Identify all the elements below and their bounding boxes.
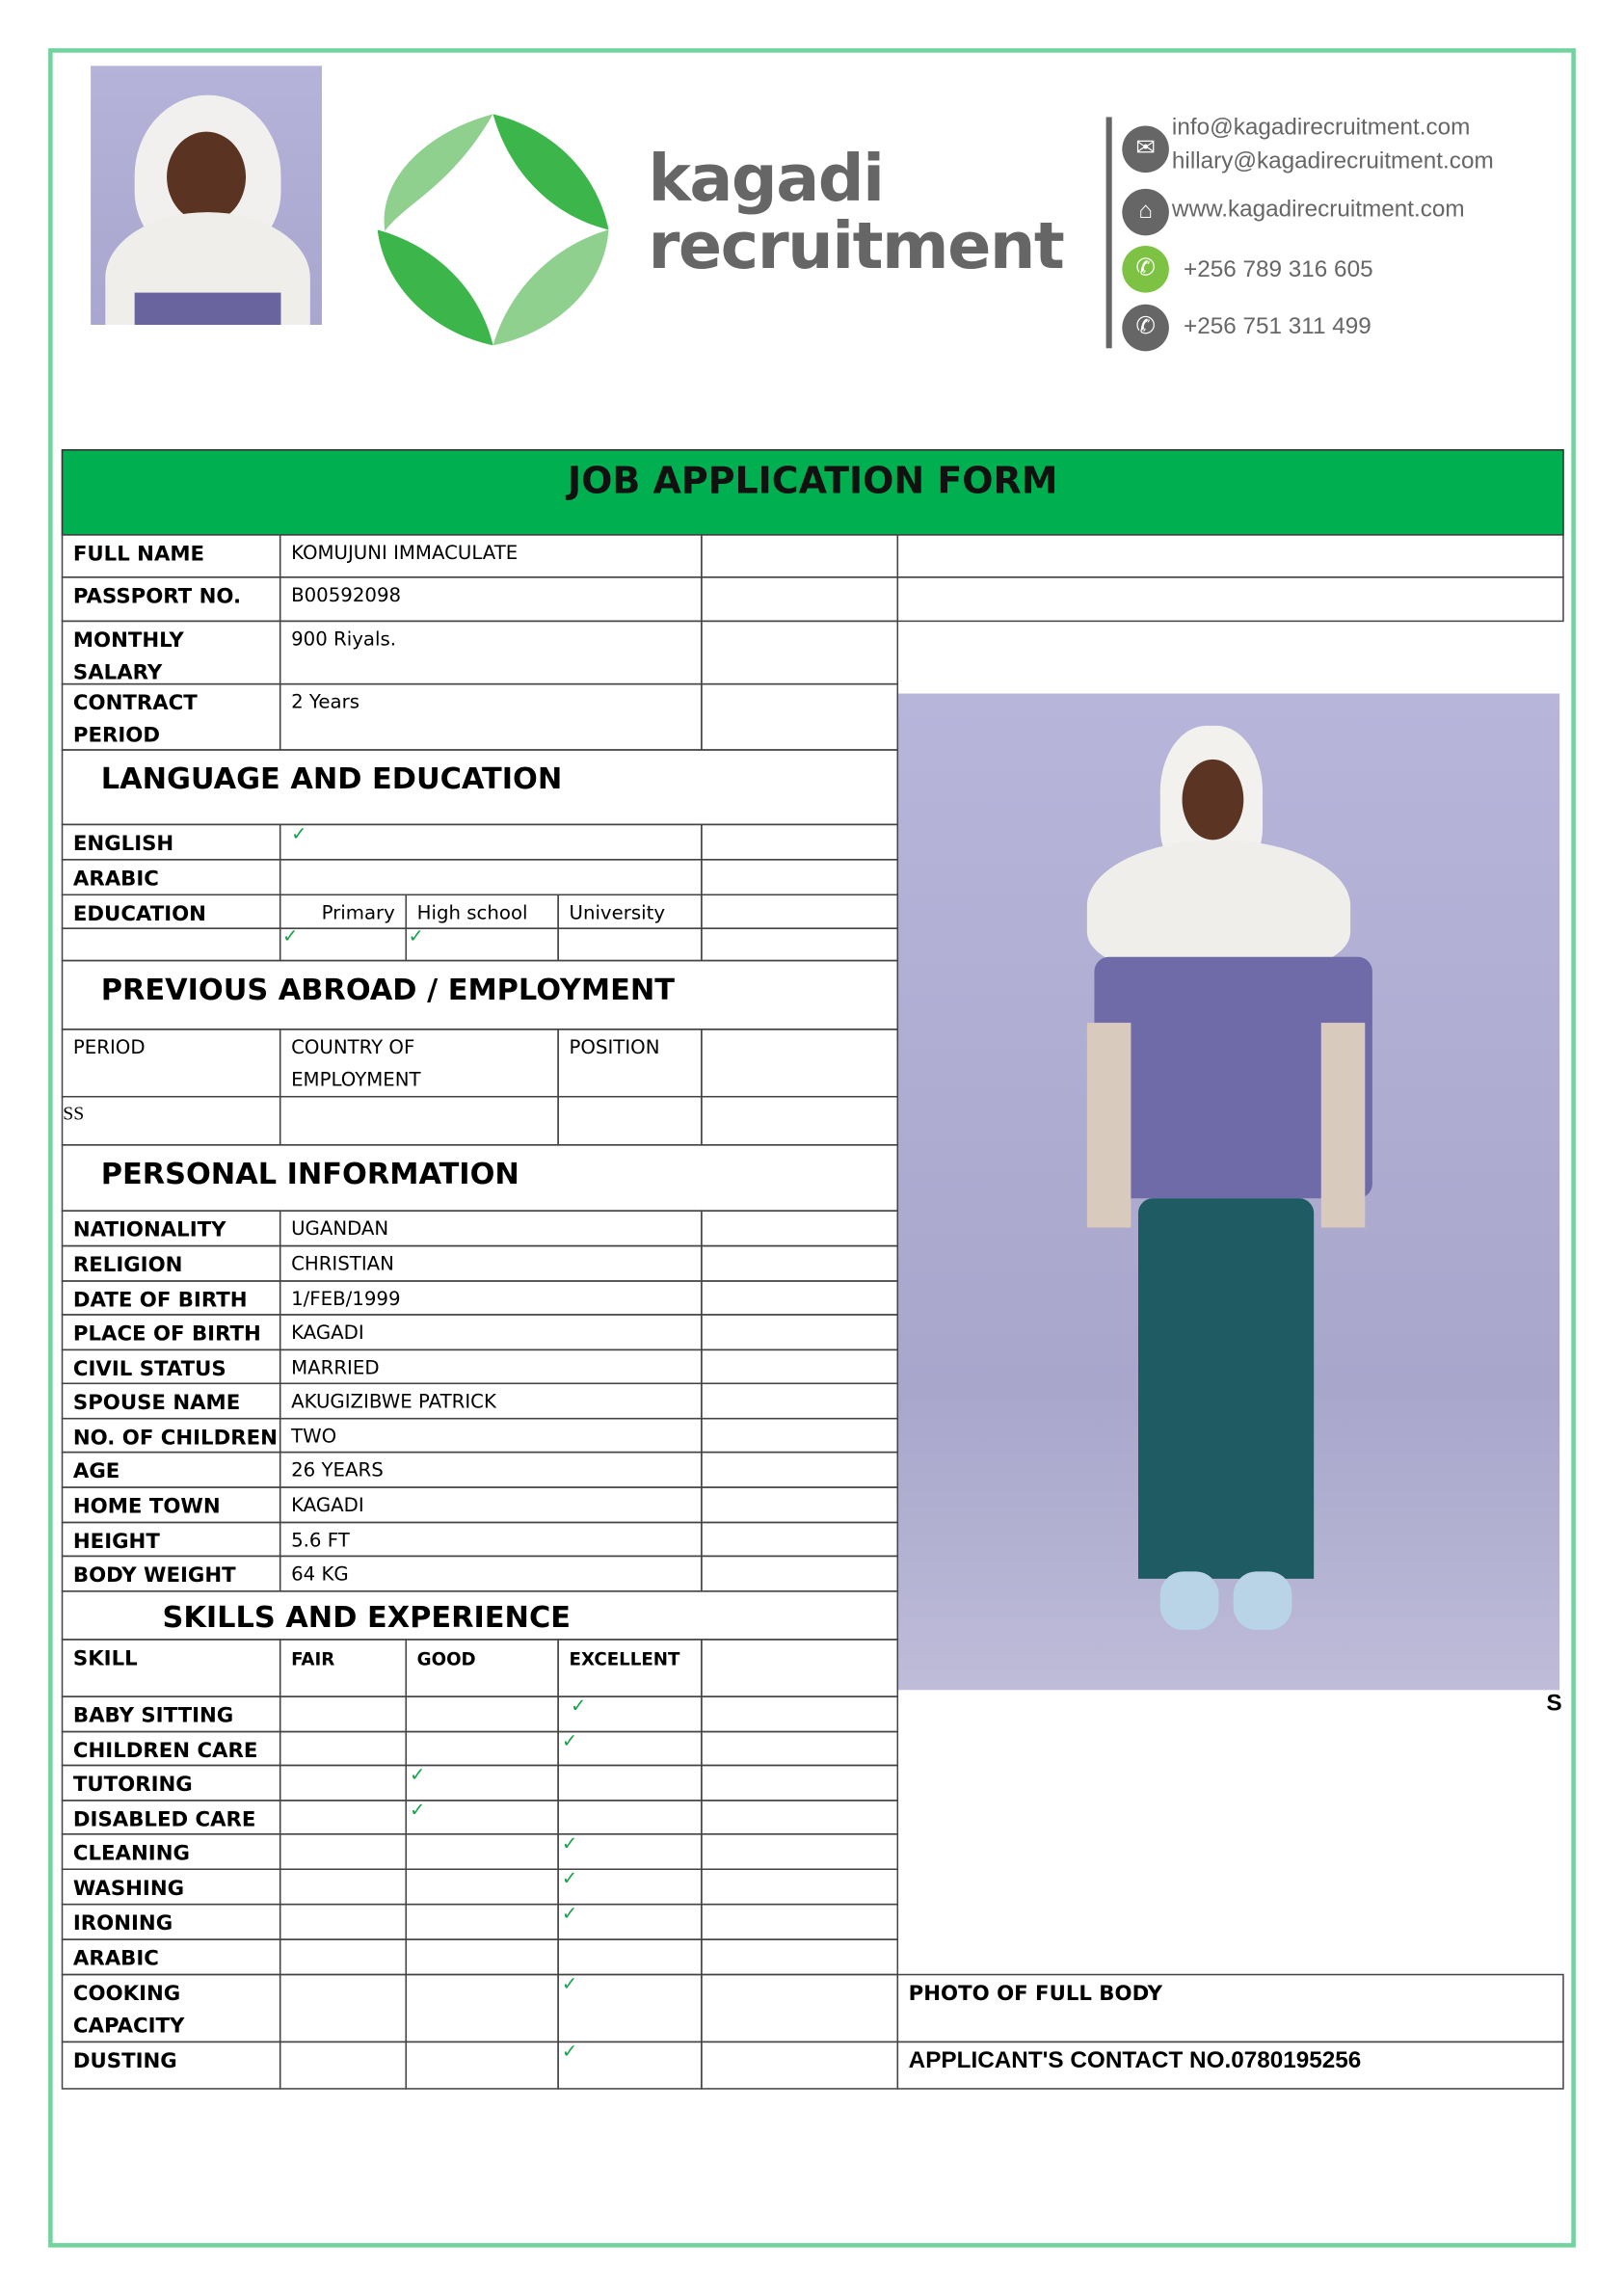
salary-label: MONTHLY SALARY [62,621,281,685]
table-cell [280,2042,407,2090]
skill-check-icon: ✓ [410,1798,426,1821]
skill-name: DUSTING [62,2042,281,2090]
skill-check-icon: ✓ [561,1972,578,1995]
personal-value: 1/FEB/1999 [280,1280,703,1315]
table-cell [280,1096,559,1146]
passport-value: B00592098 [280,576,703,622]
table-cell [405,1868,558,1905]
table-cell [557,1800,702,1834]
table-cell [405,1695,558,1732]
table-cell [701,894,898,928]
personal-value: AKUGIZIBWE PATRICK [280,1383,703,1420]
skill-check-icon: ✓ [561,1902,578,1925]
table-cell [405,1800,558,1834]
personal-label: SPOUSE NAME [62,1383,281,1420]
skill-check-icon: ✓ [571,1694,587,1717]
personal-value: TWO [280,1418,703,1453]
phone-number[interactable]: +256 751 311 499 [1184,314,1371,340]
table-cell [701,1486,898,1523]
edu-primary-check-icon: ✓ [281,924,299,948]
edu-university: University [557,894,702,928]
personal-label: DATE OF BIRTH [62,1280,281,1315]
empty-cell [701,576,898,622]
table-cell [557,1904,702,1940]
prev-position-header: POSITION [557,1028,702,1097]
table-cell [62,927,281,961]
phone-icon: ✆ [1122,305,1169,352]
personal-value: UGANDAN [280,1210,703,1246]
english-label: ENGLISH [62,824,281,861]
skill-name: IRONING [62,1904,281,1940]
table-cell [701,1418,898,1453]
table-cell [701,1522,898,1557]
empty-cell [701,621,898,685]
edu-primary: Primary [280,894,407,928]
table-cell [280,1868,407,1905]
skill-header-skill: SKILL [62,1639,281,1697]
table-cell [701,1833,898,1870]
table-cell [405,1833,558,1870]
contract-label: CONTRACT PERIOD [62,683,281,751]
full_name-label: FULL NAME [62,534,281,578]
english-check-icon: ✓ [291,822,307,844]
empty-cell [701,683,898,751]
table-cell [280,1800,407,1834]
table-cell [557,1731,702,1766]
table-cell [405,1938,558,1975]
table-cell [280,859,703,895]
table-cell [701,1904,898,1940]
full_name-value: KOMUJUNI IMMACULATE [280,534,703,578]
table-cell [701,859,898,895]
table-cell [557,1765,702,1802]
table-cell [701,1245,898,1282]
skill-name: COOKING CAPACITY [62,1974,281,2042]
brand-logo-mark [378,114,609,345]
edu-high-check-icon: ✓ [408,924,425,948]
empty-cell [897,534,1564,578]
table-cell [557,1974,702,2042]
mail-icon: ✉ [1122,126,1169,174]
brand-line2: recruitment [648,209,1064,284]
skill-check-icon: ✓ [561,1866,578,1889]
personal-label: PLACE OF BIRTH [62,1314,281,1350]
table-cell [280,824,703,861]
table-cell [280,1833,407,1870]
photo-caption: PHOTO OF FULL BODY [897,1974,1564,2042]
section-previous-employment: PREVIOUS ABROAD / EMPLOYMENT [62,960,898,1030]
table-cell [280,1765,407,1802]
table-cell [280,1904,407,1940]
personal-label: BODY WEIGHT [62,1556,281,1592]
table-cell [701,1383,898,1420]
prev-row-text: SS [62,1096,281,1146]
passport-photo [91,66,322,325]
email-2[interactable]: hillary@kagadirecruitment.com [1171,148,1494,174]
personal-value: KAGADI [280,1314,703,1350]
table-cell [557,1868,702,1905]
table-cell [701,1452,898,1488]
table-cell [701,1096,898,1146]
section-personal-information: PERSONAL INFORMATION [62,1144,898,1212]
table-cell [557,927,702,961]
table-cell [405,2042,558,2090]
personal-value: 5.6 FT [280,1522,703,1557]
table-cell [405,1974,558,2042]
table-cell [701,1314,898,1350]
form-title: JOB APPLICATION FORM [62,449,1564,536]
personal-label: NO. OF CHILDREN [62,1418,281,1453]
table-cell [557,1833,702,1870]
contact-divider [1106,117,1112,348]
table-cell [280,1695,407,1732]
personal-value: 26 YEARS [280,1452,703,1488]
empty-cell [897,576,1564,622]
table-cell [701,1280,898,1315]
skill-name: TUTORING [62,1765,281,1802]
skill-name: CLEANING [62,1833,281,1870]
email-1[interactable]: info@kagadirecruitment.com [1171,115,1471,141]
table-cell [701,1765,898,1802]
personal-label: NATIONALITY [62,1210,281,1246]
table-cell [701,1800,898,1834]
applicant-contact: APPLICANT'S CONTACT NO.0780195256 [897,2042,1564,2090]
table-cell [701,1639,898,1697]
skill-name: BABY SITTING [62,1695,281,1732]
table-cell [701,2042,898,2090]
table-cell [701,1695,898,1732]
table-cell [405,1765,558,1802]
home-icon: ⌂ [1122,189,1169,236]
table-cell [405,927,558,961]
personal-value: 64 KG [280,1556,703,1592]
skill-header-excellent: EXCELLENT [557,1639,702,1697]
whatsapp-number[interactable]: +256 789 316 605 [1184,257,1373,282]
table-cell [701,1210,898,1246]
table-cell [405,1731,558,1766]
website[interactable]: www.kagadirecruitment.com [1171,197,1465,223]
personal-value: MARRIED [280,1349,703,1384]
edu-high-school: High school [405,894,558,928]
personal-label: HOME TOWN [62,1486,281,1523]
table-cell [405,1904,558,1940]
personal-label: AGE [62,1452,281,1488]
section-skills-experience: SKILLS AND EXPERIENCE [62,1590,898,1641]
skill-name: WASHING [62,1868,281,1905]
skill-check-icon: ✓ [410,1763,426,1785]
table-cell [557,1096,702,1146]
personal-label: HEIGHT [62,1522,281,1557]
prev-country-header: COUNTRY OF EMPLOYMENT [280,1028,559,1097]
skill-name: CHILDREN CARE [62,1731,281,1766]
empty-cell [701,534,898,578]
arabic-label: ARABIC [62,859,281,895]
table-cell [557,1938,702,1975]
brand-name [648,142,1064,284]
contract-value: 2 Years [280,683,703,751]
skill-check-icon: ✓ [561,2040,578,2062]
passport-label: PASSPORT NO. [62,576,281,622]
personal-label: RELIGION [62,1245,281,1282]
salary-value: 900 Riyals. [280,621,703,685]
table-cell [701,1974,898,2042]
skill-name: DISABLED CARE [62,1800,281,1834]
skill-header-good: GOOD [405,1639,558,1697]
skill-check-icon: ✓ [561,1729,578,1752]
full-body-photo [897,694,1560,1691]
table-cell [280,1731,407,1766]
table-cell [280,927,407,961]
table-cell [701,1868,898,1905]
table-cell [280,1974,407,2042]
personal-value: KAGADI [280,1486,703,1523]
education-label: EDUCATION [62,894,281,928]
skill-check-icon: ✓ [561,1831,578,1855]
stray-letter: S [1546,1691,1562,1717]
skill-name: ARABIC [62,1938,281,1975]
whatsapp-icon: ✆ [1122,246,1169,293]
table-cell [701,824,898,861]
prev-period-header: PERIOD [62,1028,281,1097]
table-cell [280,1938,407,1975]
personal-label: CIVIL STATUS [62,1349,281,1384]
skill-header-fair: FAIR [280,1639,407,1697]
table-cell [701,1731,898,1766]
section-language-education: LANGUAGE AND EDUCATION [62,749,898,825]
brand-line1: kagadi [648,142,884,217]
personal-value: CHRISTIAN [280,1245,703,1282]
table-cell [701,1349,898,1384]
table-cell [701,1938,898,1975]
table-cell [557,2042,702,2090]
table-cell [701,1556,898,1592]
table-cell [701,927,898,961]
table-cell [701,1028,898,1097]
